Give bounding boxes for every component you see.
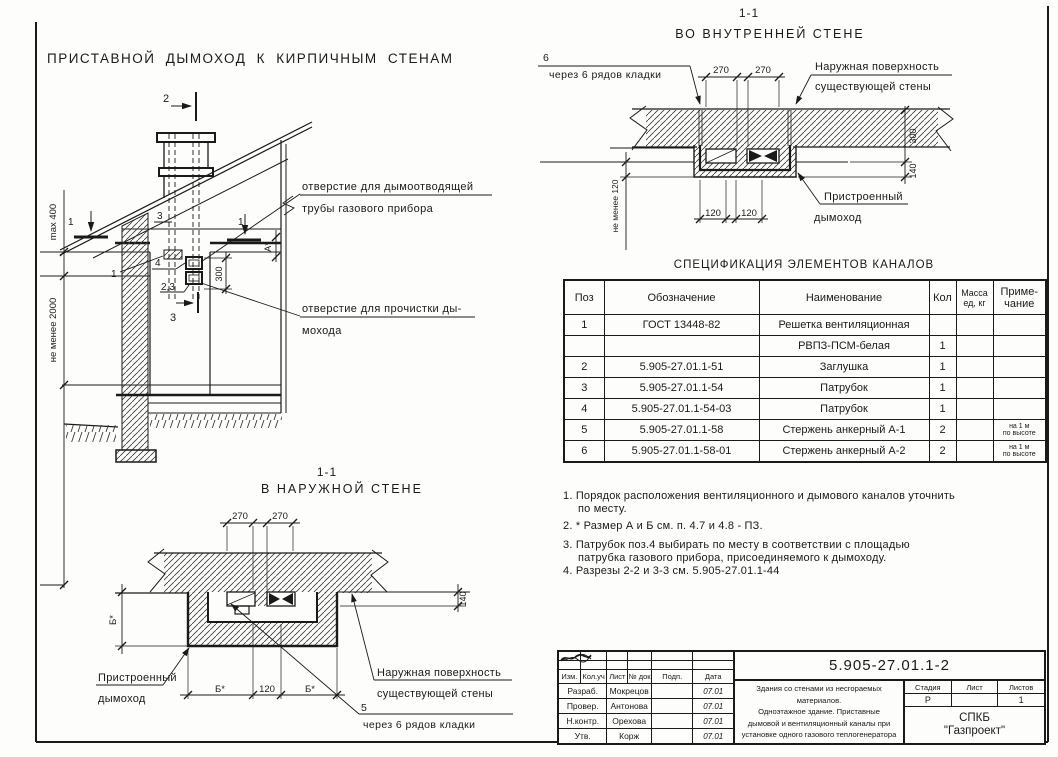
- cell-pos: 2: [564, 357, 604, 378]
- specification-title: СПЕЦИФИКАЦИЯ ЭЛЕМЕНТОВ КАНАЛОВ: [673, 259, 935, 271]
- cell-pos: 1: [564, 315, 604, 336]
- label-flue-hole-line1: отверстие для дымоотводящей: [302, 181, 474, 193]
- col-header-mass-line2: ед, кг: [963, 297, 986, 308]
- stamp-blank-cell: [628, 652, 652, 661]
- cell-mass: [956, 399, 993, 420]
- stamp-col-data: Дата: [693, 670, 733, 684]
- stamp-role: Н.контр.: [559, 714, 607, 729]
- dim-270-right: 270: [755, 65, 771, 76]
- project-description: [735, 681, 905, 743]
- cell-qty: 1: [929, 357, 956, 378]
- pos-anchor-6-label: 6: [543, 52, 549, 64]
- table-row: [564, 399, 1046, 420]
- label-chimney-line2: дымоход: [814, 212, 862, 224]
- stamp-col-list: Лист: [607, 670, 628, 684]
- cell-qty: 1: [929, 336, 956, 357]
- cell-note-line1: на 1 м: [1009, 443, 1030, 451]
- dim-140-outer: 140: [458, 591, 468, 607]
- cell-note-line2: по высоте: [1002, 451, 1036, 458]
- col-header-pos: Поз: [564, 280, 604, 315]
- stamp-blank-cell: [693, 661, 733, 670]
- dim-max-400: max 400: [48, 203, 59, 241]
- cell-note: [993, 336, 1046, 357]
- cell-mass: [956, 441, 993, 463]
- col-header-designation: Обозначение: [604, 280, 759, 315]
- sheets-header: Листов: [998, 681, 1044, 694]
- description-line: установке одного газового теплогенератора: [741, 730, 897, 740]
- stage-header: Стадия: [905, 681, 952, 694]
- stamp-role: Утв.: [559, 729, 607, 744]
- stamp-date: 07.01: [693, 729, 733, 744]
- section-mark-1-left-label: 1: [68, 217, 74, 228]
- stage-value: Р: [905, 694, 952, 707]
- note-line: 2. * Размер А и Б см. п. 4.7 и 4.8 - ПЗ.: [563, 520, 763, 532]
- table-row: [564, 378, 1046, 399]
- label-surface-line1: Наружная поверхность: [815, 61, 940, 73]
- cell-mass: [956, 357, 993, 378]
- pos-roof-label: 3: [157, 211, 163, 222]
- stamp-name: Корж: [607, 729, 651, 744]
- organization-line2: "Газпроект": [943, 725, 1006, 737]
- signature: [652, 714, 694, 729]
- col-header-note: [993, 280, 1046, 315]
- label-surface-line2: существующей стены: [815, 81, 932, 93]
- stamp-blank-cell: [628, 661, 652, 670]
- cell-note: [993, 420, 1046, 441]
- stamp-date: 07.01: [693, 684, 733, 699]
- cell-mass: [956, 420, 993, 441]
- dim-120-left: 120: [705, 208, 721, 219]
- pos-anchor-5-label: 5: [361, 702, 367, 714]
- stamp-name: Орехова: [607, 714, 651, 729]
- label-chimney-outer-line1: Пристроенный: [98, 672, 177, 684]
- cell-mass: [956, 315, 993, 336]
- dim-300-inner: 300: [908, 128, 918, 144]
- description-line: дымовой и вентиляционный каналы при: [747, 718, 891, 728]
- title-block: [557, 650, 1046, 745]
- cell-designation: 5.905-27.01.1-54: [604, 378, 759, 399]
- table-row: [564, 357, 1046, 378]
- cell-name: Патрубок: [759, 399, 929, 420]
- dim-120-outer: 120: [259, 684, 275, 695]
- cell-pos: [564, 336, 604, 357]
- specification-table: [563, 279, 1047, 463]
- anchor-note-outer-text: через 6 рядов кладки: [363, 719, 476, 731]
- inner-view-title-num: 1-1: [738, 6, 760, 20]
- pos-flue-stub-label: 4: [155, 258, 161, 269]
- stamp-date: 07.01: [693, 699, 733, 714]
- dim-270-left: 270: [713, 65, 729, 76]
- sheet-header: Лист: [952, 681, 999, 694]
- stamp-blank-cell: [607, 661, 628, 670]
- outer-view-title-num: 1-1: [316, 465, 338, 479]
- cell-note: [993, 441, 1046, 463]
- cell-name: Решетка вентиляционная: [759, 315, 929, 336]
- cell-note: [993, 378, 1046, 399]
- sheets-value: 1: [998, 694, 1044, 707]
- col-header-name: Наименование: [759, 280, 929, 315]
- stamp-date: 07.01: [693, 714, 733, 729]
- note-line: патрубка газового прибора, присоединяемого к дымоходу.: [578, 552, 887, 564]
- col-header-mass-line1: Масса: [961, 287, 988, 298]
- organization-name: [905, 707, 1044, 743]
- cell-designation: [604, 336, 759, 357]
- stamp-name: Антонова: [607, 699, 651, 714]
- outer-view-title: В НАРУЖНОЙ СТЕНЕ: [261, 482, 423, 496]
- cell-note-line2: по высоте: [1002, 430, 1036, 437]
- section-mark-1-right-label: 1: [238, 217, 244, 228]
- anchor-note-text: через 6 рядов кладки: [549, 69, 662, 81]
- cell-note: [993, 357, 1046, 378]
- cell-designation: 5.905-27.01.1-54-03: [604, 399, 759, 420]
- title-block-signatures: [559, 652, 735, 743]
- description-line: Здания со стенами из несгораемых: [756, 684, 882, 693]
- description-line: Одноэтажное здание. Приставные: [758, 707, 880, 717]
- dim-min-120: не менее 120: [610, 179, 620, 233]
- signature: [652, 699, 694, 714]
- cell-name: Патрубок: [759, 378, 929, 399]
- cell-qty: 2: [929, 441, 956, 463]
- section-mark-3-label: 3: [170, 312, 177, 324]
- cell-pos: 3: [564, 378, 604, 399]
- stamp-blank-cell: [693, 652, 733, 661]
- dim-min-2000: не менее 2000: [48, 297, 59, 363]
- note-line: 3. Патрубок поз.4 выбирать по месту в соответствии с площадью: [563, 539, 910, 551]
- stamp-name: Мокрецов: [607, 684, 651, 699]
- note-line: 1. Порядок расположения вентиляционного и дымового каналов уточнить: [563, 490, 955, 502]
- cell-mass: [956, 378, 993, 399]
- label-clean-hole-line1: отверстие для прочистки ды-: [302, 303, 462, 315]
- note-line: по месту.: [578, 503, 627, 515]
- cell-qty: 2: [929, 420, 956, 441]
- stamp-col-ndok: № док: [628, 670, 652, 684]
- stamp-blank-cell: [652, 661, 694, 670]
- dim-b-right: Б*: [305, 684, 315, 695]
- dim-b-left: Б*: [215, 684, 225, 695]
- main-view-geometry: [40, 92, 492, 589]
- cell-name: Стержень анкерный А-1: [759, 420, 929, 441]
- col-header-mass: [956, 280, 993, 315]
- cell-mass: [956, 336, 993, 357]
- cell-note: [993, 315, 1046, 336]
- signature: [652, 729, 694, 744]
- col-header-note-line1: Приме-: [1000, 285, 1038, 298]
- sheet-value: [952, 694, 999, 707]
- cell-designation: 5.905-27.01.1-58: [604, 420, 759, 441]
- cell-note-line1: на 1 м: [1009, 422, 1030, 430]
- cell-name: Стержень анкерный А-2: [759, 441, 929, 463]
- dim-a-star: А*: [263, 242, 273, 252]
- note-line: 4. Разрезы 2-2 и 3-3 см. 5.905-27.01.1-44: [563, 565, 780, 577]
- stage-sheet-block: [905, 681, 1044, 743]
- cell-designation: 5.905-27.01.1-51: [604, 357, 759, 378]
- pos-grate-label: 1: [111, 269, 117, 280]
- cell-pos: 4: [564, 399, 604, 420]
- signature: [652, 684, 694, 699]
- notes-section: [563, 490, 1049, 578]
- inner-view-geometry: [538, 66, 953, 250]
- label-surface-outer-line1: Наружная поверхность: [377, 667, 502, 679]
- label-chimney-line1: Пристроенный: [824, 191, 903, 203]
- label-chimney-outer-line2: дымоход: [98, 693, 146, 705]
- cell-qty: [929, 315, 956, 336]
- stamp-col-izm: Изм.: [559, 670, 581, 684]
- cell-qty: 1: [929, 399, 956, 420]
- title-block-right: [735, 652, 1044, 743]
- table-row: [564, 315, 1046, 336]
- cell-name: Заглушка: [759, 357, 929, 378]
- table-row: [564, 336, 1046, 357]
- cell-pos: 6: [564, 441, 604, 463]
- inner-view-title: ВО ВНУТРЕННЕЙ СТЕНЕ: [675, 27, 865, 41]
- cell-designation: 5.905-27.01.1-58-01: [604, 441, 759, 463]
- cell-name: РВПЗ-ПСМ-белая: [759, 336, 929, 357]
- document-number: 5.905-27.01.1-2: [735, 652, 1044, 681]
- dim-140-inner: 140: [908, 163, 918, 179]
- label-clean-hole-line2: мохода: [302, 325, 342, 337]
- cell-note: [993, 399, 1046, 420]
- cell-qty: 1: [929, 378, 956, 399]
- main-view-title: ПРИСТАВНОЙ ДЫМОХОД К КИРПИЧНЫМ СТЕНАМ: [47, 51, 454, 66]
- specification-section: [563, 259, 1045, 463]
- stamp-col-koluch: Кол.уч: [581, 670, 608, 684]
- spec-header-row: [564, 280, 1046, 315]
- description-line: материалов.: [796, 695, 842, 705]
- pos-plug-stub-label: 2,3: [161, 282, 175, 293]
- main-view-texts: [47, 51, 473, 362]
- stamp-role: Разраб.: [559, 684, 607, 699]
- dim-300: 300: [214, 266, 224, 282]
- stamp-role: Провер.: [559, 699, 607, 714]
- organization-line1: СПКБ: [959, 712, 990, 724]
- label-flue-hole-line2: трубы газового прибора: [302, 203, 434, 215]
- dim-270-left-outer: 270: [232, 511, 248, 522]
- col-header-note-line2: чание: [1004, 297, 1035, 310]
- dim-120-right: 120: [741, 208, 757, 219]
- stamp-blank-cell: [652, 652, 694, 661]
- table-row: [564, 441, 1046, 463]
- dim-270-right-outer: 270: [272, 511, 288, 522]
- table-row: [564, 420, 1046, 441]
- cell-designation: ГОСТ 13448-82: [604, 315, 759, 336]
- stamp-blank-cell: [607, 652, 628, 661]
- section-mark-2-label: 2: [163, 93, 170, 105]
- label-surface-outer-line2: существующей стены: [377, 688, 494, 700]
- cell-pos: 5: [564, 420, 604, 441]
- dim-b-height: Б*: [108, 615, 119, 625]
- col-header-qty: Кол: [929, 280, 956, 315]
- stamp-col-podp: Подп.: [652, 670, 694, 684]
